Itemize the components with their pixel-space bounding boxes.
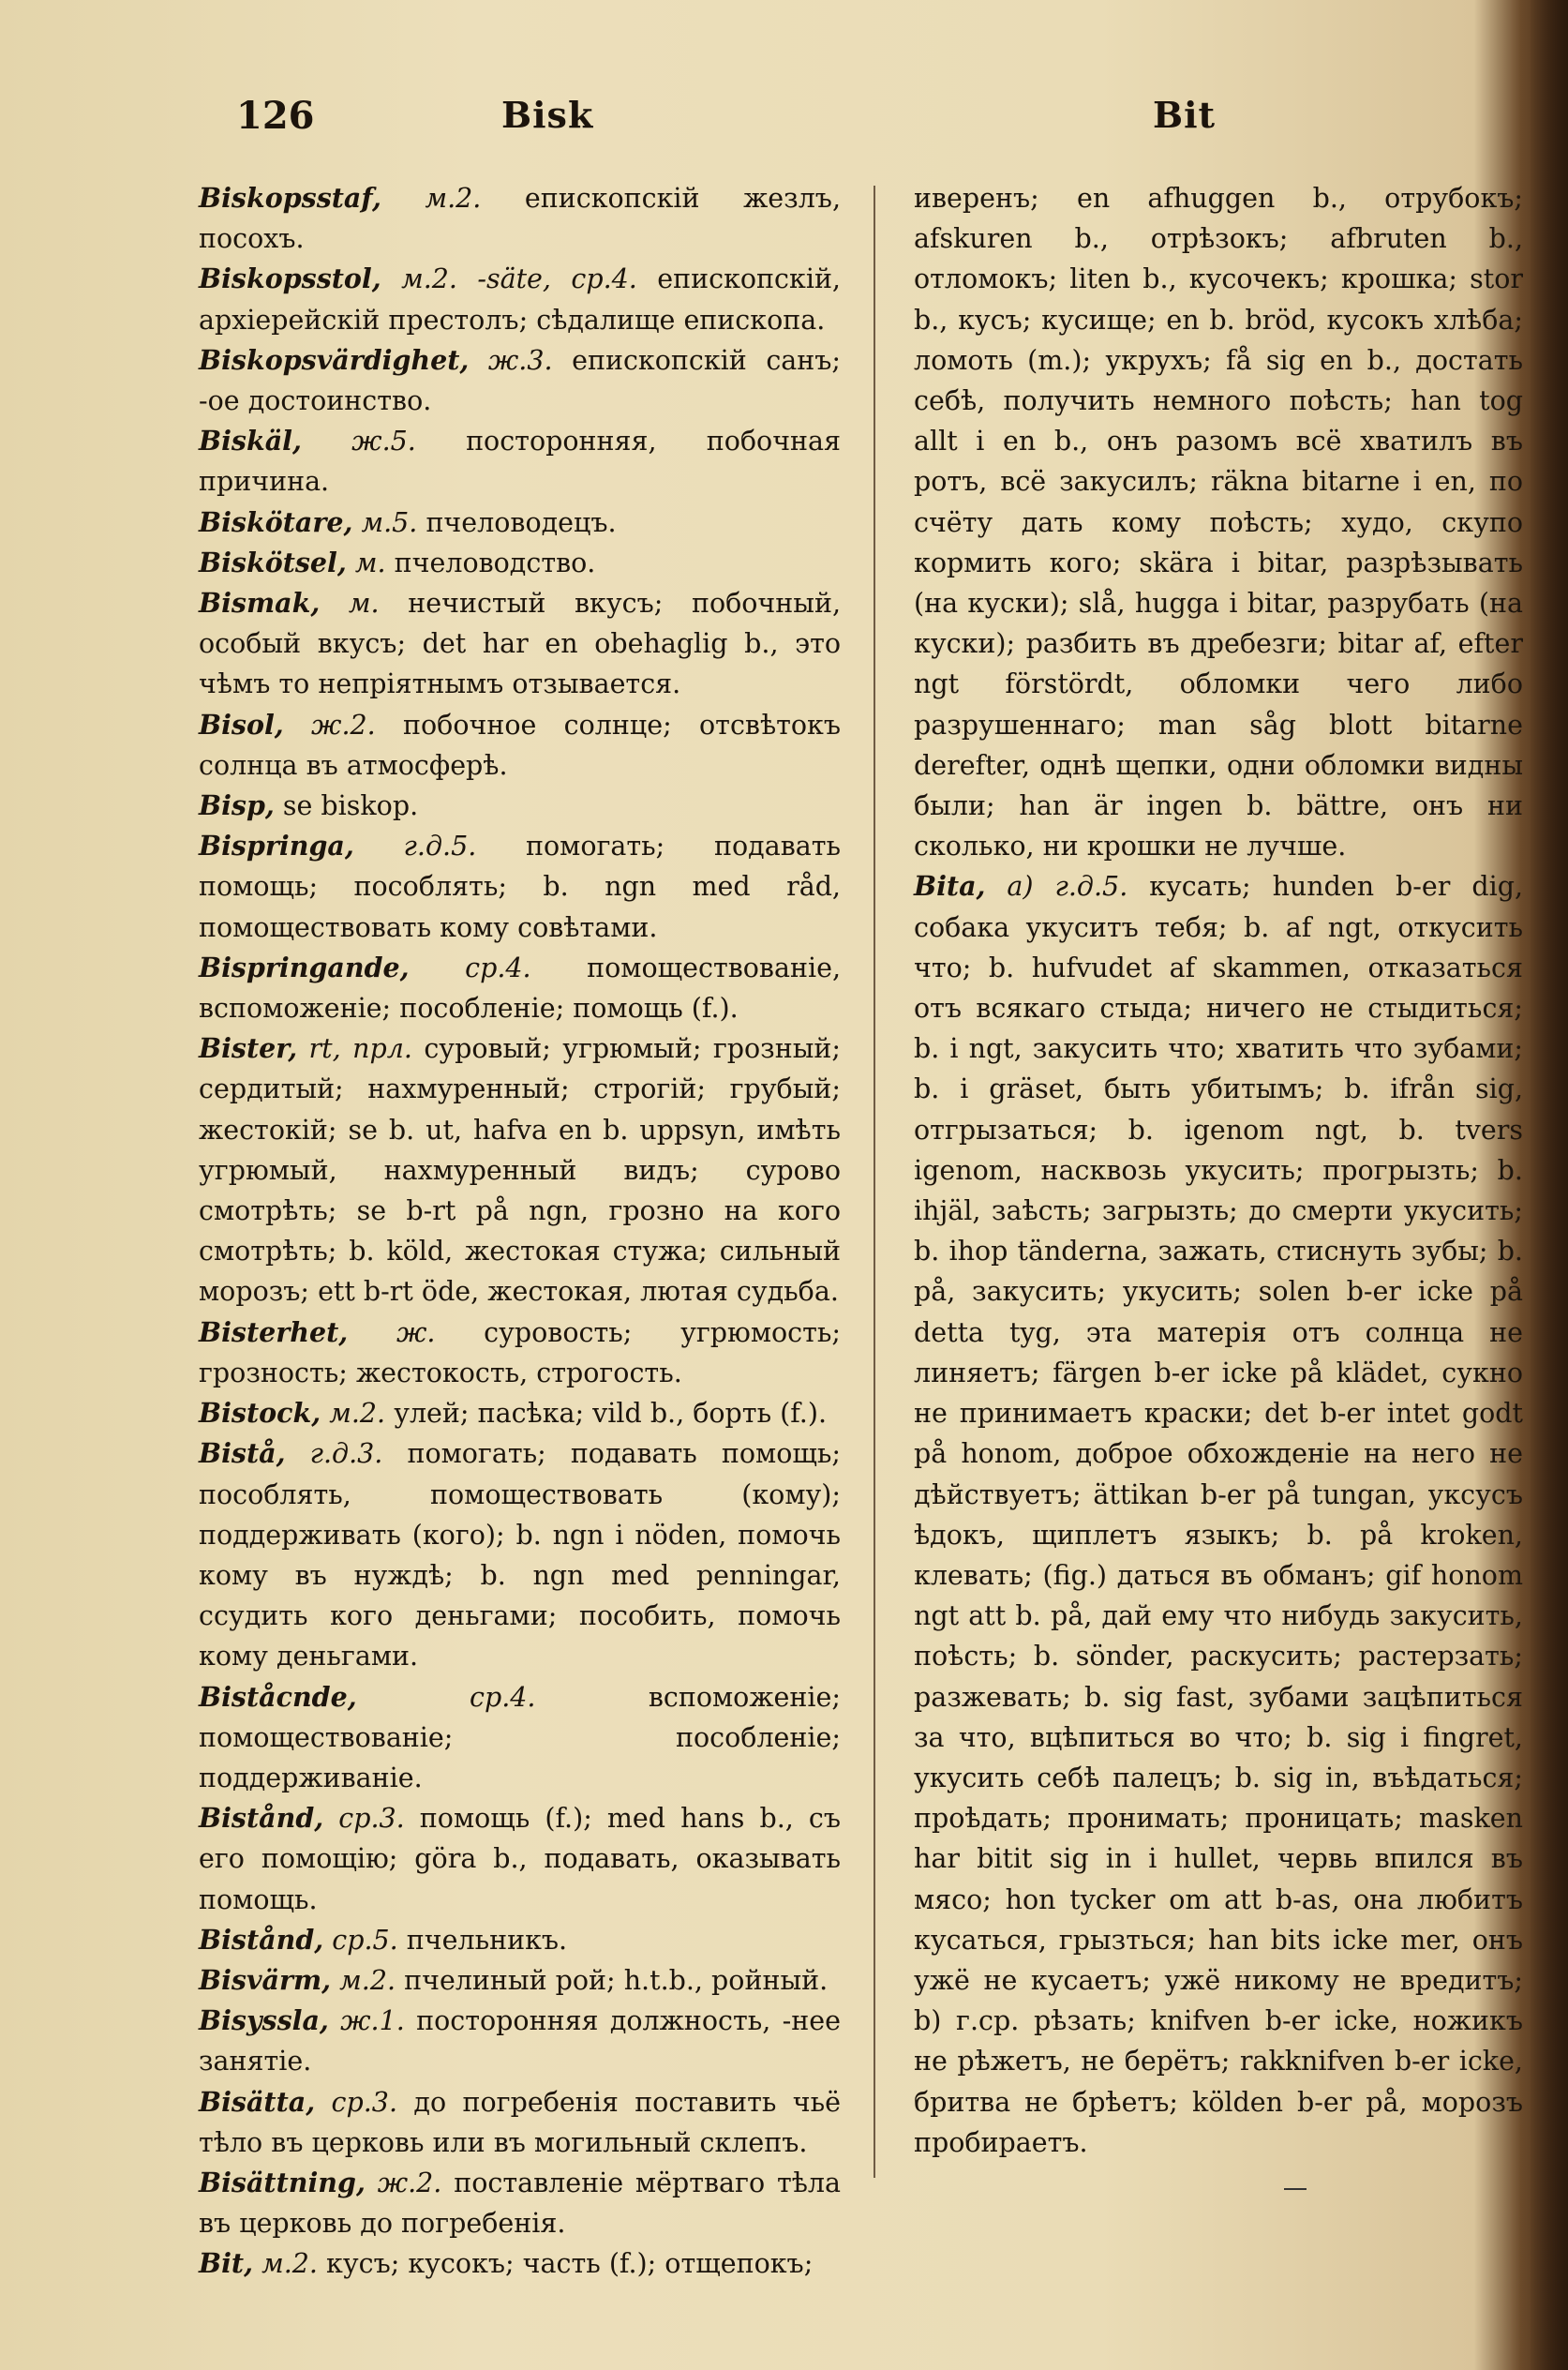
entry-grammar: м.2. [329,1398,386,1430]
dictionary-entry [199,705,841,786]
entry-headword: Biskötsel, [199,546,347,578]
entry-headword: Biskopsstol, [199,262,381,295]
entry-grammar: ср.5. [332,1924,398,1956]
entry-definition: посторонняя, побочная причина. [199,426,842,498]
page-edge-shadow [1531,0,1568,2370]
dictionary-entry [199,502,841,543]
entry-headword: Bisp, [199,789,275,822]
entry-grammar: ж. [396,1316,436,1348]
entry-headword: Bistock, [199,1397,321,1430]
entry-headword: Bisterhet, [199,1315,349,1348]
entry-grammar: ср.4. [465,952,531,983]
page-header [0,94,1518,159]
entry-headword: Biskäl, [199,425,302,458]
entry-definition: суровый; угрюмый; грозный; сердитый; нахмуренный; строгій; грубый; жестокій; se b. ut, hafva en b. uppsyn, имѣть угрюмый, нахмуренный видъ; сурово смотрѣть; se b-rt på ngn, грозно на кого смотрѣть; b. köld, жестокая стужа; сильный морозъ; ett b-rt öde, жестокая, лютая судьба. [199,1033,841,1308]
entry-definition: суровость; угрюмость; грозность; жестокость, строгость. [199,1316,841,1388]
entry-headword: Bistå, [199,1437,286,1470]
dictionary-entry [199,2163,841,2243]
entry-definition: епископскій жезлъ, посохъ. [199,183,841,255]
entry-grammar: ж.5. [351,426,416,458]
dictionary-entry [199,786,841,826]
entry-definition: епископскій санъ; -ое достоинство. [199,344,842,417]
entry-definition: пчелиный рой; h.t.b., ройный. [404,1964,829,1996]
entry-headword: Bita, [914,870,986,903]
left-column [199,178,841,2285]
entry-grammar: ж.2. [311,709,376,741]
entry-definition: посторонняя должность, -нее занятіе. [199,2005,842,2078]
dictionary-entry [199,2243,841,2284]
end-dash [1284,2188,1307,2190]
entry-headword: Bismak, [199,587,321,620]
entry-definition: se biskop. [282,790,419,822]
dictionary-entry [199,2001,841,2081]
entry-grammar: м.2. [425,183,482,214]
dictionary-entry [199,948,841,1028]
dictionary-entry [199,543,841,583]
entry-headword: Biskopsvärdighet, [199,343,470,376]
entry-definition: кусать; hunden b-er dig, собака укуситъ тебя; b. af ngt, откусить что; b. hufvudet af skammen, отказаться отъ всякаго стыда; ничего не стыдиться; b. i ngt, закусить что; хватить что зубами; b. i gräset, быть убитымъ; b. ifrån sig, отгрызаться; b. igenom ngt, b. tvers igenom, насквозь укусить; прогрызть; b. ihjäl, заѣсть; загрызть; до смерти укусить; b. ihop tänderna, зажать, стиснуть зубы; b. på, закусить; укусить; solen b-er icke på detta tyg, эта матерія отъ солнца не линяетъ; färgen b-er icke på klädet, сукно не принимаетъ краски; det b-er intet godt på honom, доброе обхожденіе на него не дѣйствуетъ; ättikan b-er på tungan, уксусъ ѣдокъ, щиплетъ языкъ; b. på kroken, клевать; (fig.) даться въ обманъ; gif honom ngt att b. på, дай ему что нибудь закусить, поѣсть; b. sönder, раскусить; растерзать; разжевать; b. sig fast, зубами зацѣпиться за что, вцѣпиться во что; b. sig i fingret, укусить себѣ палецъ; b. sig in, въѣдаться; проѣдать; пронимать; проницать; masken har bitit sig in i hullet, червь впился въ мясо; hon tycker om att b-as, она любитъ кусаться, грызться; han bits icke mer, онъ ужё не кусаетъ; ужё никому не вредитъ; b) г.ср. рѣзать; knifven b-er icke, ножикъ не рѣжетъ, не берётъ; rakknifven b-er icke, бритва не брѣетъ; kölden b-er på, морозъ пробираетъ. [914,871,1524,2158]
entry-definition: до погребенія поставить чьё тѣло въ церковь или въ могильный склепъ. [199,2086,841,2158]
dictionary-entry [199,178,841,259]
entry-definition: епископскій, архіерейскій престолъ; сѣдалище епископа. [199,263,841,336]
running-head-left: Bisk [501,94,594,136]
entry-definition: пчеловодецъ. [426,506,617,538]
entry-headword: Bispringande, [199,951,410,983]
dictionary-entry [199,340,841,421]
entry-definition: пчельникъ. [406,1924,568,1956]
entry-headword: Bisol, [199,708,284,741]
dictionary-entry [199,1677,841,1799]
entry-headword: Bistånd, [199,1802,324,1835]
entry-headword: Bisättning, [199,2166,366,2198]
entry-definition: пчеловодство. [394,547,596,578]
entry-grammar: rt, прл. [308,1033,412,1065]
entry-definition: иверенъ; en afhuggen b., отрубокъ; afskuren b., отрѣзокъ; afbruten b., отломокъ; liten b., кусочекъ; крошка; stor b., кусъ; кусище; en b. bröd, кусокъ хлѣба; ломоть (m.); укрухъ; få sig en b., достать себѣ, получить немного поѣсть; han tog allt i en b., онъ разомъ всё хватилъ въ ротъ, всё закусилъ; räkna bitarne i en, по счёту дать кому поѣсть; худо, скупо кормить кого; skära i bitar, разрѣзывать (на куски); slå, hugga i bitar, разрубать (на куски); разбить въ дребезги; bitar af, efter ngt förstördt, обломки чего либо разрушеннаго; man såg blott bitarne derefter, однѣ щепки, одни обломки видны были; han är ingen b. bättre, онъ ни сколько, ни крошки не лучше. [914,183,1523,862]
entry-definition: помогать; подавать помощь; пособлять; b. ngn med råd, помоществовать кому совѣтами. [199,831,842,943]
entry-grammar: г.д.5. [403,831,477,862]
entry-grammar: ж.2. [377,2167,442,2198]
entry-grammar: ж.3. [487,344,553,376]
right-column [914,178,1523,2163]
entry-grammar: г.д.3. [309,1438,383,1470]
entry-definition: помоществованіе, вспоможеніе; пособленіе; помощь (f.). [199,952,842,1025]
entry-grammar: ср.3. [338,1803,405,1835]
entry-definition: побочное солнце; отсвѣтокъ солнца въ атмосферѣ. [199,709,842,781]
entry-headword: Bit, [199,2247,254,2280]
dictionary-entry [199,826,841,948]
dictionary-entry [199,1920,841,1960]
entry-definition: поставленіе мёртваго тѣла въ церковь до погребенія. [199,2167,841,2240]
entry-headword: Bister, [199,1032,298,1065]
entry-headword: Bisyssla, [199,2004,329,2037]
dictionary-entry [199,421,841,502]
entry-headword: Bispringa, [199,830,354,862]
entry-headword: Bisvärm, [199,1963,332,1996]
entry-definition: вспоможеніе; помоществованіе; пособленіе; поддерживаніе. [199,1681,841,1793]
dictionary-entry [914,866,1523,2163]
dictionary-entry [199,1798,841,1920]
column-divider [874,186,875,2178]
dictionary-entry [199,1312,841,1393]
dictionary-entry [199,1028,841,1312]
entry-definition: помогать; подавать помощь; пособлять, помоществовать (кому); поддерживать (кого); b. ngn i nöden, помочь кому въ нуждѣ; b. ngn med penningar, ссудить кого деньгами; пособить, помочь кому деньгами. [199,1438,841,1672]
entry-headword: Biskötare, [199,505,353,538]
dictionary-entry [914,178,1523,866]
entry-headword: Biskopsstaf, [199,182,381,214]
dictionary-entry [199,259,841,339]
entry-grammar: м.5. [361,506,418,538]
entry-grammar: ср.4. [470,1681,536,1713]
entry-grammar: м. [348,588,380,620]
entry-grammar: м. [354,547,386,578]
entry-grammar: ж.1. [340,2005,405,2037]
entry-grammar: м.2. -säte, ср.4. [401,263,637,295]
entry-definition: улей; пасѣка; vild b., борть (f.). [394,1398,828,1430]
dictionary-entry [199,1393,841,1433]
entry-headword: Bistånd, [199,1923,324,1956]
entry-headword: Bisätta, [199,2085,316,2118]
dictionary-entry [199,1433,841,1676]
entry-grammar: а) г.д.5. [1007,871,1128,903]
dictionary-entry [199,2082,841,2163]
entry-grammar: ср.3. [331,2086,398,2118]
dictionary-entry [199,1960,841,2001]
entry-grammar: м.2. [261,2248,318,2280]
entry-headword: Biståcnde, [199,1680,357,1713]
entry-grammar: м.2. [339,1964,396,1996]
entry-definition: помощь (f.); med hans b., съ его помощію; göra b., подавать, оказывать помощь. [199,1803,842,1915]
page-number: 126 [236,94,315,138]
entry-definition: кусъ; кусокъ; часть (f.); отщепокъ; [326,2248,814,2280]
entry-definition: нечистый вкусъ; побочный, особый вкусъ; det har en obehaglig b., это чѣмъ то непріятнымъ отзывается. [199,588,841,700]
dictionary-entry [199,583,841,705]
running-head-right: Bit [1153,94,1217,136]
